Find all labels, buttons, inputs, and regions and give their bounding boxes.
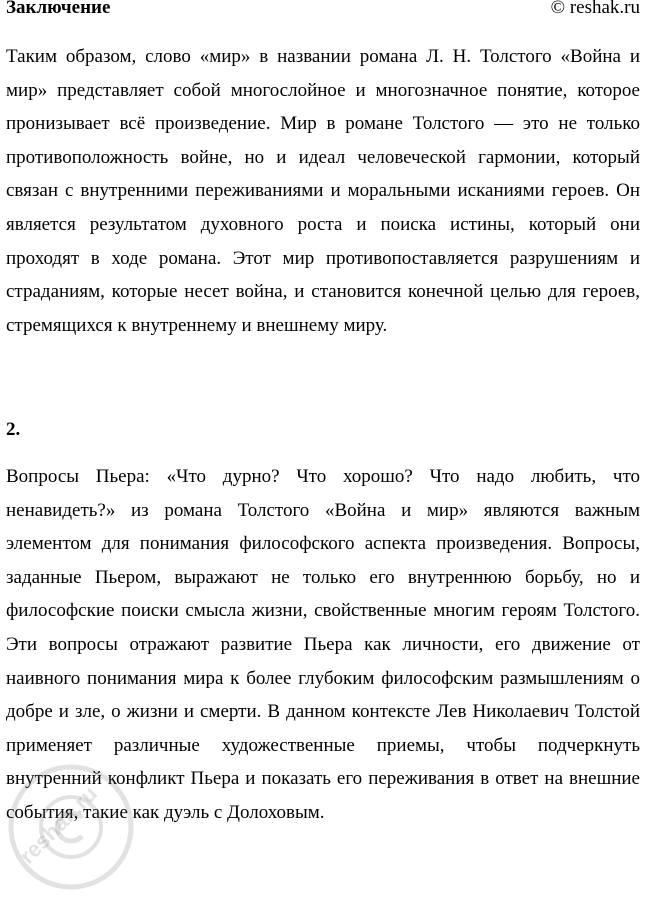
- section-number: 2.: [6, 419, 21, 440]
- site-copyright: © reshak.ru: [550, 0, 640, 18]
- watermark-text: reshak.ru: [14, 780, 103, 869]
- section-title: Заключение: [6, 0, 111, 18]
- paragraph-conclusion: Таким образом, слово «мир» в названии романа Л. Н. Толстого «Война и мир» представляет собой многослойное и многозначное понятие, которое пронизывает всё произведение. Мир в романе Толстого — это не только противоположность войне, но и идеал человеческой гармонии, который связан с внутренними переживаниями и моральными исканиями героев. Он является результатом духовного роста и поиска истины, который они проходят в ходе романа. Этот мир противопоставляется разрушениям и страданиям, которые несет война, и становится конечной целью для героев, стремящихся к внутреннему и внешнему миру.: [6, 46, 640, 336]
- page-header: [6, 0, 640, 22]
- paragraph-pierre-questions: Вопросы Пьера: «Что дурно? Что хорошо? Что надо любить, что ненавидеть?» из романа Толстого «Война и мир» являются важным элементом для понимания философского аспекта произведения. Вопросы, заданные Пьером, выражают не только его внутреннюю борьбу, но и философские поиски смысла жизни, свойственные многим героям Толстого. Эти вопросы отражают развитие Пьера как личности, его движение от наивного понимания мира к более глубоким философским размышлениям о добре и зле, о жизни и смерти. В данном контексте Лев Николаевич Толстой применяет различные художественные приемы, чтобы подчеркнуть внутренний конфликт Пьера и показать его переживания в ответ на внешние события, такие как дуэль с Долоховым.: [6, 466, 640, 823]
